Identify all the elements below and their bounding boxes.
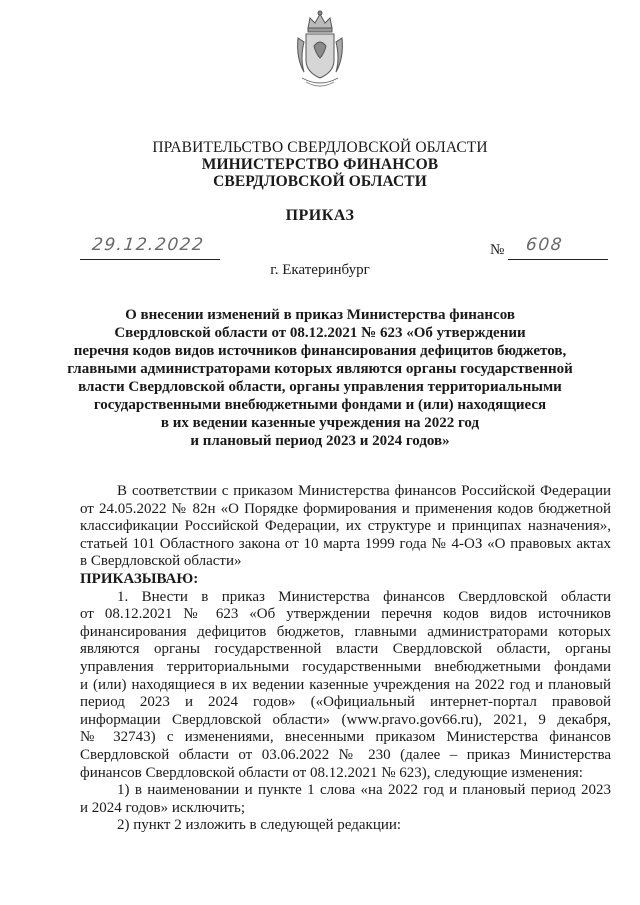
item1-line: от 08.12.2021 № 623 «Об утверждении перечня кодов видов источников bbox=[80, 606, 611, 623]
preamble-line: классификации Российской Федерации, их структуре и принципах назначения», bbox=[80, 518, 611, 535]
subject-line: и плановый период 2023 и 2024 годов» bbox=[190, 433, 450, 449]
subject-line: государственными внебюджетными фондами и (или) находящиеся bbox=[93, 397, 547, 413]
sub1-line: и 2024 годов» исключить; bbox=[80, 799, 246, 816]
date-field bbox=[80, 233, 220, 260]
number-field bbox=[508, 233, 608, 260]
preamble-line: от 24.05.2022 № 82н «О Порядке формирования и применения кодов бюджетной bbox=[80, 500, 611, 517]
preamble-line: статьей 101 Областного закона от 10 марта 1999 года № 4-ОЗ «О правовых актах bbox=[80, 535, 611, 552]
header-region: СВЕРДЛОВСКОЙ ОБЛАСТИ bbox=[213, 173, 427, 190]
subject-line: в их ведении казенные учреждения на 2022 год bbox=[160, 415, 480, 431]
subject-line: главными администраторами которых являются органы государственной bbox=[67, 361, 573, 377]
header-government: ПРАВИТЕЛЬСТВО СВЕРДЛОВСКОЙ ОБЛАСТИ bbox=[152, 139, 488, 156]
preamble-line: в Свердловской области» bbox=[80, 553, 242, 570]
item1-line: № 32743) с изменениями, внесенными приказом Министерства финансов bbox=[80, 729, 611, 746]
sub1-line: 1) в наименовании и пункте 1 слова «на 2022 год и плановый период 2023 bbox=[117, 782, 611, 799]
subject-line: перечня кодов видов источников финансирования дефицитов бюджетов, bbox=[73, 343, 567, 359]
coat-of-arms-emblem bbox=[294, 8, 346, 90]
subject-line: О внесении изменений в приказ Министерства финансов bbox=[125, 307, 515, 323]
item1-line: период 2023 и 2024 годов» («Официальный интернет-портал правовой bbox=[80, 694, 611, 711]
order-body bbox=[80, 483, 611, 835]
number-sign: № bbox=[490, 242, 505, 258]
item1-line: финансов Свердловской области от 08.12.2021 № 623), следующие изменения: bbox=[80, 764, 583, 781]
handwritten-number: 608 bbox=[524, 235, 565, 255]
sub2-line: 2) пункт 2 изложить в следующей редакции: bbox=[117, 817, 402, 834]
item1-line: 1. Внести в приказ Министерства финансов Свердловской области bbox=[117, 588, 611, 605]
header-ministry: МИНИСТЕРСТВО ФИНАНСОВ bbox=[201, 156, 439, 173]
subject-line: Свердловской области от 08.12.2021 № 623 «Об утверждении bbox=[114, 325, 526, 341]
item1-line: управления территориальными государственными внебюджетными фондами bbox=[80, 658, 611, 675]
preamble-line: В соответствии с приказом Министерства финансов Российской Федерации bbox=[117, 483, 611, 499]
subject-line: власти Свердловской области, органы управления территориальными bbox=[78, 379, 562, 395]
item1-line: финансирования дефицитов бюджетов, главными администраторами которых bbox=[80, 623, 611, 640]
city: г. Екатеринбург bbox=[270, 262, 370, 278]
item1-line: Свердловской области от 03.06.2022 № 230 (далее – приказ Министерства bbox=[80, 746, 611, 763]
item1-line: информации Свердловской области» (www.pravo.gov66.ru), 2021, 9 декабря, bbox=[80, 711, 611, 728]
prikazyvayu: ПРИКАЗЫВАЮ: bbox=[80, 570, 199, 587]
item1-line: и (или) находящиеся в их ведении казенные учреждения на 2022 год и плановый bbox=[80, 676, 611, 693]
item1-line: являются органы государственной власти Свердловской области, органы bbox=[80, 641, 611, 658]
order-title: ПРИКАЗ bbox=[285, 207, 355, 224]
order-subject bbox=[0, 306, 640, 450]
handwritten-date: 29.12.2022 bbox=[90, 235, 206, 255]
